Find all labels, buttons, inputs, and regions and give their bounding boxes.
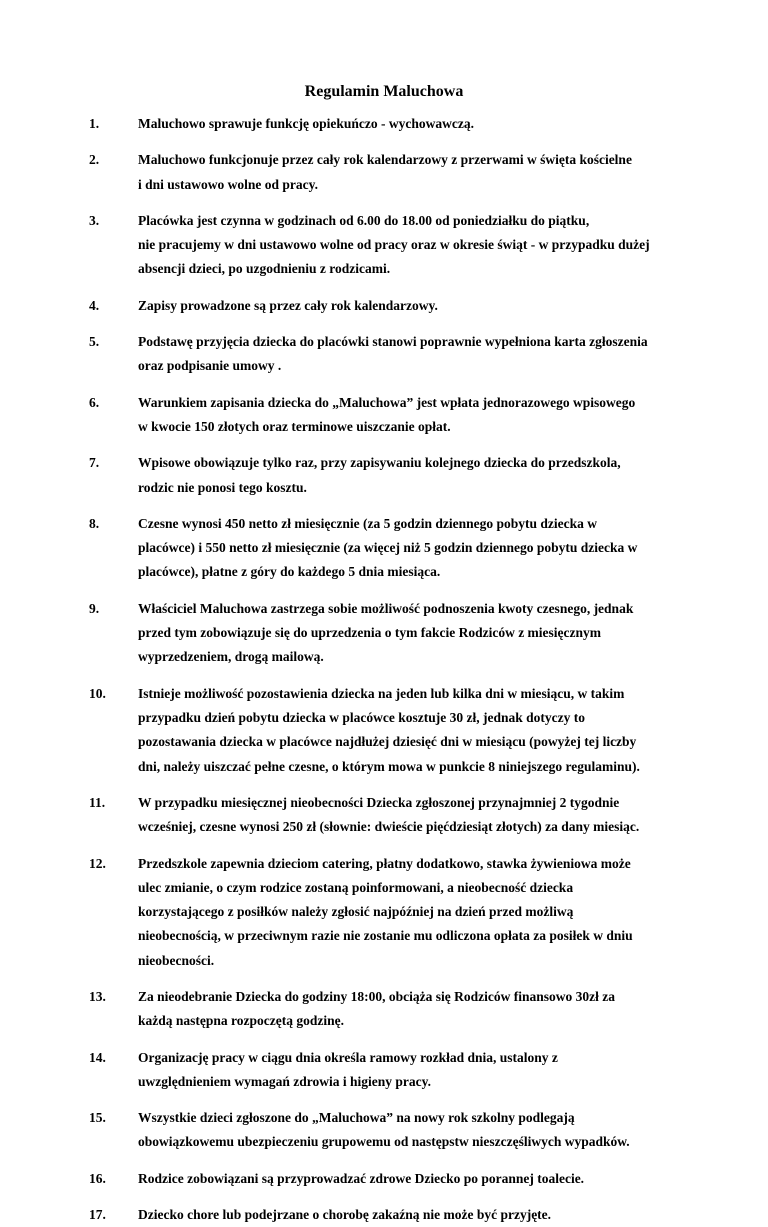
rule-number: 4.: [89, 297, 100, 313]
rule-text-line: Właściciel Maluchowa zastrzega sobie możliwość podnoszenia kwoty czesnego, jednak: [138, 600, 634, 616]
rule-text-line: placówce) i 550 netto zł miesięcznie (za więcej niż 5 godzin dziennego pobytu dziecka w: [138, 540, 638, 556]
rule-text-line: pozostawania dziecka w placówce najdłużej dziesięć dni w miesiącu (powyżej tej liczby: [138, 734, 637, 750]
rule-text-line: Warunkiem zapisania dziecka do „Maluchowa” jest wpłata jednorazowego wpisowego: [138, 394, 636, 410]
rule-number: 17.: [89, 1207, 106, 1223]
rule-text-line: Maluchowo sprawuje funkcję opiekuńczo - wychowawczą.: [138, 116, 474, 131]
rule-number: 1.: [89, 116, 100, 131]
rule-text-line: Czesne wynosi 450 netto zł miesięcznie (za 5 godzin dziennego pobytu dziecka w: [138, 515, 597, 531]
rule-number: 7.: [89, 455, 100, 471]
rule-text-line: oraz podpisanie umowy .: [138, 358, 282, 374]
rule-number: 13.: [89, 989, 106, 1004]
rule-number: 6.: [89, 394, 100, 410]
rule-number: 11.: [89, 794, 106, 810]
rule-text-line: przed tym zobowiązuje się do uprzedzenia o tym fakcie Rodziców z miesięcznym: [138, 625, 602, 641]
rule-number: 5.: [89, 334, 100, 350]
rule-number: 3.: [89, 212, 100, 228]
rule-text-line: Przedszkole zapewnia dzieciom catering, płatny dodatkowo, stawka żywieniowa może: [138, 855, 631, 871]
rule-number: 14.: [89, 1049, 106, 1065]
rule-text-line: w kwocie 150 złotych oraz terminowe uiszczanie opłat.: [138, 418, 451, 434]
rule-text-line: nieobecności.: [138, 952, 215, 968]
rule-text-line: dni, należy uiszczać pełne czesne, o którym mowa w punkcie 8 niniejszego regulaminu).: [138, 758, 640, 774]
rule-text-line: rodzic nie ponosi tego kosztu.: [138, 479, 307, 495]
rule-text-line: i dni ustawowo wolne od pracy.: [138, 176, 319, 192]
rule-text-line: Rodzice zobowiązani są przyprowadzać zdrowe Dziecko po porannej toalecie.: [138, 1170, 585, 1186]
rule-text-line: Za nieodebranie Dziecka do godziny 18:00, obciąża się Rodziców finansowo 30zł za: [138, 989, 615, 1004]
page-title: Regulamin Maluchowa: [304, 83, 464, 100]
rule-text-line: korzystającego z posiłków należy zgłosić najpóźniej na dzień przed możliwą: [138, 904, 574, 920]
rule-text-line: placówce), płatne z góry do każdego 5 dnia miesiąca.: [138, 564, 441, 580]
rule-number: 9.: [89, 600, 100, 616]
rule-text-line: nieobecnością, w przeciwnym razie nie zostanie mu odliczona opłata za posiłek w dniu: [138, 928, 633, 944]
rule-text-line: Podstawę przyjęcia dziecka do placówki stanowi poprawnie wypełniona karta zgłoszenia: [138, 334, 648, 350]
rule-text-line: Istnieje możliwość pozostawienia dziecka na jeden lub kilka dni w miesiącu, w takim: [138, 685, 625, 701]
rule-text-line: Wszystkie dzieci zgłoszone do „Maluchowa” na nowy rok szkolny podlegają: [138, 1110, 575, 1126]
rule-text-line: Organizację pracy w ciągu dnia określa ramowy rozkład dnia, ustalony z: [138, 1049, 558, 1065]
rule-text-line: wcześniej, czesne wynosi 250 zł (słownie: dwieście pięćdziesiąt złotych) za dany miesiąc.: [138, 819, 640, 835]
rule-number: 16.: [89, 1170, 106, 1186]
rule-text-line: absencji dzieci, po uzgodnieniu z rodzicami.: [138, 261, 391, 277]
rule-text-line: każdą następna rozpoczętą godzinę.: [138, 1013, 344, 1029]
rule-number: 10.: [89, 685, 106, 701]
rule-number: 8.: [89, 515, 100, 531]
rule-text-line: nie pracujemy w dni ustawowo wolne od pracy oraz w okresie świąt - w przypadku dużej: [138, 237, 650, 253]
rule-text-line: przypadku dzień pobytu dziecka w placówce kosztuje 30 zł, jednak dotyczy to: [138, 709, 586, 725]
rule-text-line: Maluchowo funkcjonuje przez cały rok kalendarzowy z przerwami w święta kościelne: [138, 152, 632, 168]
rule-text-line: Wpisowe obowiązuje tylko raz, przy zapisywaniu kolejnego dziecka do przedszkola,: [138, 455, 621, 471]
rule-text-line: obowiązkowemu ubezpieczeniu grupowemu od następstw nieszczęśliwych wypadków.: [138, 1134, 630, 1150]
rule-number: 12.: [89, 855, 106, 871]
rule-text-line: ulec zmianie, o czym rodzice zostaną poinformowani, a nieobecność dziecka: [138, 879, 574, 895]
rule-number: 15.: [89, 1110, 106, 1126]
rule-text-line: uwzględnieniem wymagań zdrowia i higieny pracy.: [138, 1073, 432, 1089]
rule-text-line: Zapisy prowadzone są przez cały rok kalendarzowy.: [138, 297, 438, 313]
rule-text-line: Placówka jest czynna w godzinach od 6.00 do 18.00 od poniedziałku do piątku,: [138, 212, 590, 228]
rule-text-line: Dziecko chore lub podejrzane o chorobę zakaźną nie może być przyjęte.: [138, 1207, 552, 1223]
rule-text-line: wyprzedzeniem, drogą mailową.: [138, 649, 324, 665]
rule-number: 2.: [89, 152, 100, 168]
rule-text-line: W przypadku miesięcznej nieobecności Dziecka zgłoszonej przynajmniej 2 tygodnie: [138, 794, 620, 810]
